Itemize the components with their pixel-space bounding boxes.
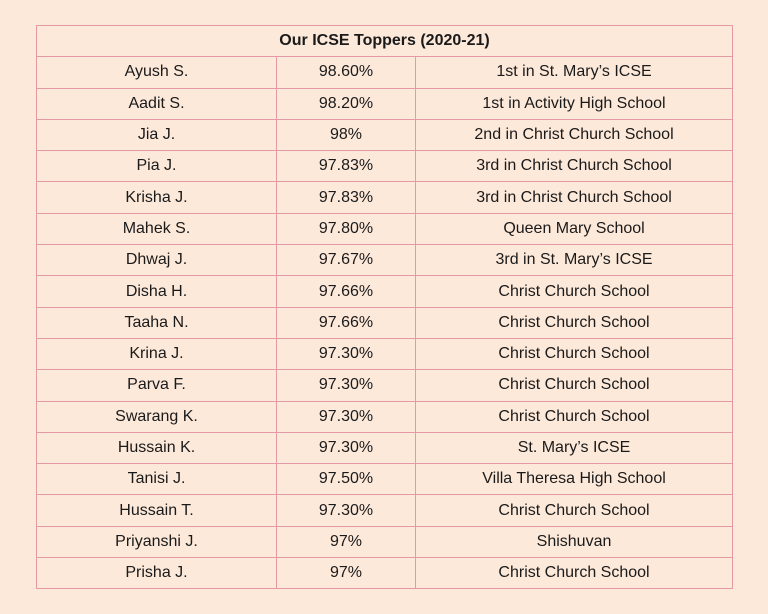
table-row [37, 401, 733, 432]
table-body [37, 57, 733, 589]
score-cell: 97.30% [277, 338, 416, 369]
achievement-cell: Christ Church School [416, 276, 733, 307]
table-row [37, 182, 733, 213]
achievement-cell: 3rd in St. Mary’s ICSE [416, 245, 733, 276]
student-name-cell: Hussain K. [37, 432, 277, 463]
student-name-cell: Aadit S. [37, 88, 277, 119]
student-name-cell: Taaha N. [37, 307, 277, 338]
toppers-table-container [36, 25, 732, 589]
table-row [37, 464, 733, 495]
table-row [37, 151, 733, 182]
score-cell: 98% [277, 119, 416, 150]
student-name-cell: Ayush S. [37, 57, 277, 88]
table-row [37, 119, 733, 150]
table-row [37, 526, 733, 557]
student-name-cell: Mahek S. [37, 213, 277, 244]
student-name-cell: Jia J. [37, 119, 277, 150]
score-cell: 97% [277, 526, 416, 557]
table-row [37, 495, 733, 526]
table-row [37, 558, 733, 589]
score-cell: 97.83% [277, 151, 416, 182]
score-cell: 97% [277, 558, 416, 589]
achievement-cell: Christ Church School [416, 307, 733, 338]
achievement-cell: Villa Theresa High School [416, 464, 733, 495]
score-cell: 97.30% [277, 401, 416, 432]
table-title: Our ICSE Toppers (2020-21) [37, 26, 733, 57]
score-cell: 97.30% [277, 370, 416, 401]
achievement-cell: 1st in Activity High School [416, 88, 733, 119]
score-cell: 97.30% [277, 495, 416, 526]
score-cell: 97.50% [277, 464, 416, 495]
score-cell: 98.20% [277, 88, 416, 119]
achievement-cell: Christ Church School [416, 338, 733, 369]
score-cell: 97.30% [277, 432, 416, 463]
achievement-cell: 3rd in Christ Church School [416, 151, 733, 182]
student-name-cell: Hussain T. [37, 495, 277, 526]
achievement-cell: 3rd in Christ Church School [416, 182, 733, 213]
table-row [37, 338, 733, 369]
score-cell: 97.80% [277, 213, 416, 244]
table-row [37, 88, 733, 119]
table-row [37, 432, 733, 463]
student-name-cell: Priyanshi J. [37, 526, 277, 557]
student-name-cell: Disha H. [37, 276, 277, 307]
score-cell: 97.66% [277, 307, 416, 338]
table-title-row [37, 26, 733, 57]
student-name-cell: Dhwaj J. [37, 245, 277, 276]
student-name-cell: Swarang K. [37, 401, 277, 432]
student-name-cell: Krina J. [37, 338, 277, 369]
achievement-cell: Queen Mary School [416, 213, 733, 244]
achievement-cell: Shishuvan [416, 526, 733, 557]
achievement-cell: Christ Church School [416, 495, 733, 526]
table-row [37, 307, 733, 338]
achievement-cell: Christ Church School [416, 401, 733, 432]
score-cell: 97.66% [277, 276, 416, 307]
achievement-cell: 2nd in Christ Church School [416, 119, 733, 150]
score-cell: 97.83% [277, 182, 416, 213]
student-name-cell: Krisha J. [37, 182, 277, 213]
student-name-cell: Pia J. [37, 151, 277, 182]
achievement-cell: St. Mary’s ICSE [416, 432, 733, 463]
table-row [37, 276, 733, 307]
table-row [37, 370, 733, 401]
achievement-cell: Christ Church School [416, 558, 733, 589]
table-row [37, 57, 733, 88]
score-cell: 97.67% [277, 245, 416, 276]
student-name-cell: Prisha J. [37, 558, 277, 589]
table-row [37, 245, 733, 276]
score-cell: 98.60% [277, 57, 416, 88]
student-name-cell: Parva F. [37, 370, 277, 401]
toppers-table [36, 25, 733, 589]
table-row [37, 213, 733, 244]
achievement-cell: Christ Church School [416, 370, 733, 401]
achievement-cell: 1st in St. Mary’s ICSE [416, 57, 733, 88]
student-name-cell: Tanisi J. [37, 464, 277, 495]
